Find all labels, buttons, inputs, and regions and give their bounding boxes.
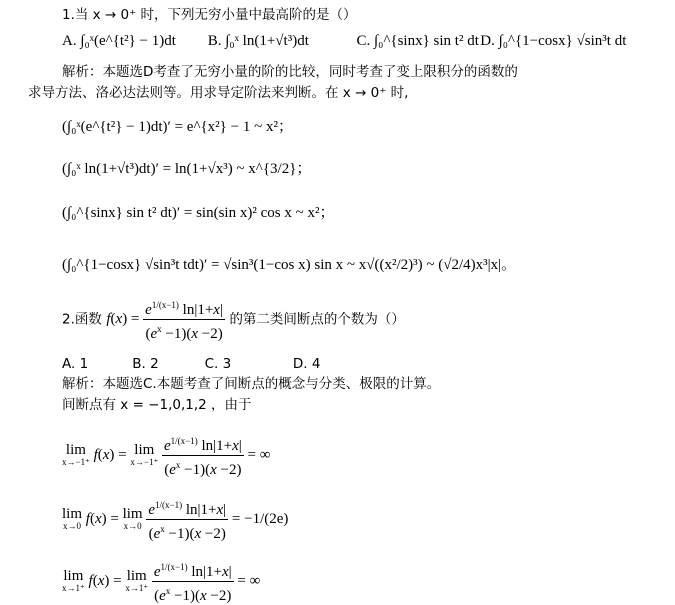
q1-analysis-line1: 解析：本题选D考查了无穷小量的阶的比较，同时考查了变上限积分的函数的 <box>62 64 518 80</box>
q2-function-fraction: $\frac{e^{1/(x-1)} \ln|1+x|}{(e^x -1)(x -2)}$ <box>143 296 225 343</box>
lim-operator: lim x→0 <box>62 505 83 531</box>
q1-step-3: (∫₀^{sinx} sin t² dt)′ = sin(sin x)² cos x ~ x²； <box>62 205 335 221</box>
q1-options <box>62 32 662 50</box>
lim-operator: lim x→0 <box>122 505 143 531</box>
limit-result: = ∞ <box>237 572 261 589</box>
q1-option-b: B. ∫₀ˣ ln(1+√t³)dt <box>207 33 309 49</box>
limit-fraction: $\frac{e^{1/(x-1)} \ln|1+x|}{(e^x -1)(x -2)}$ <box>152 558 234 605</box>
q2-stem <box>62 296 405 343</box>
q2-analysis-line2: 间断点有 x = −1,0,1,2 ，由于 <box>62 397 252 413</box>
limit-fraction: $\frac{e^{1/(x-1)} \ln|1+x|}{(e^x -1)(x -2)}$ <box>162 432 244 479</box>
q2-limit-1: lim x→−1⁺ f(x) = lim x→−1⁺ $\frac{e^{1/(x-1)} \ln|1+x|}{(e^x -1)(x -2)}$ = ∞ <box>62 432 270 479</box>
q1-step-4: (∫₀^{1−cosx} √sin³t tdt)′ = √sin³(1−cos x) sin x ~ x√((x²/2)³) ~ (√2/4)x³|x|。 <box>62 257 517 273</box>
q2-option-d: D. 4 <box>292 356 321 372</box>
q2-stem-suffix: 的第二类间断点的个数为（） <box>229 311 405 328</box>
q1-step-1: (∫₀ˣ(e^{t²} − 1)dt)′ = e^{x²} − 1 ~ x²； <box>62 119 293 135</box>
q2-limit-2: lim x→0 f(x) = lim x→0 $\frac{e^{1/(x-1)} \ln|1+x|}{(e^x -1)(x -2)}$ = −1/(2e) <box>62 496 288 543</box>
q1-option-a: A. ∫₀ˣ(e^{t²} − 1)dt <box>62 33 176 49</box>
lim-operator: lim x→1⁺ <box>125 567 149 593</box>
q2-analysis-line1: 解析：本题选C.本题考查了间断点的概念与分类、极限的计算。 <box>62 376 441 392</box>
q2-options <box>62 355 382 373</box>
lim-operator: lim x→1⁺ <box>62 567 85 593</box>
q2-stem-prefix: 2.函数 <box>62 311 102 328</box>
limit-fraction: $\frac{e^{1/(x-1)} \ln|1+x|}{(e^x -1)(x -2)}$ <box>146 496 228 543</box>
q1-analysis-line2: 求导方法、洛必达法则等。用求导定阶法来判断。在 x → 0⁺ 时, <box>28 85 409 101</box>
q1-step-2: (∫₀ˣ ln(1+√t³)dt)′ = ln(1+√x³) ~ x^{3/2}； <box>62 161 312 177</box>
q2-option-c: C. 3 <box>204 356 232 372</box>
q1-option-c: C. ∫₀^{sinx} sin t² dt <box>356 33 479 49</box>
q2-function: f(x) = $\frac{e^{1/(x-1)} \ln|1+x|}{(e^x -1)(x -2)}$ <box>106 296 225 343</box>
q1-option-d: D. ∫₀^{1−cosx} √sin³t dt <box>480 33 627 49</box>
lim-operator: lim x→−1⁺ <box>130 441 159 467</box>
q2-option-a: A. 1 <box>62 356 89 372</box>
q2-option-b: B. 2 <box>132 356 159 372</box>
q2-limit-3: lim x→1⁺ f(x) = lim x→1⁺ $\frac{e^{1/(x-1)} \ln|1+x|}{(e^x -1)(x -2)}$ = ∞ <box>62 558 260 605</box>
q1-stem-text: 1.当 x → 0⁺ 时，下列无穷小量中最高阶的是（） <box>62 7 357 23</box>
limit-result: = −1/(2e) <box>231 510 289 527</box>
lim-operator: lim x→−1⁺ <box>62 441 90 467</box>
q1-stem <box>62 6 357 24</box>
limit-result: = ∞ <box>247 446 271 463</box>
